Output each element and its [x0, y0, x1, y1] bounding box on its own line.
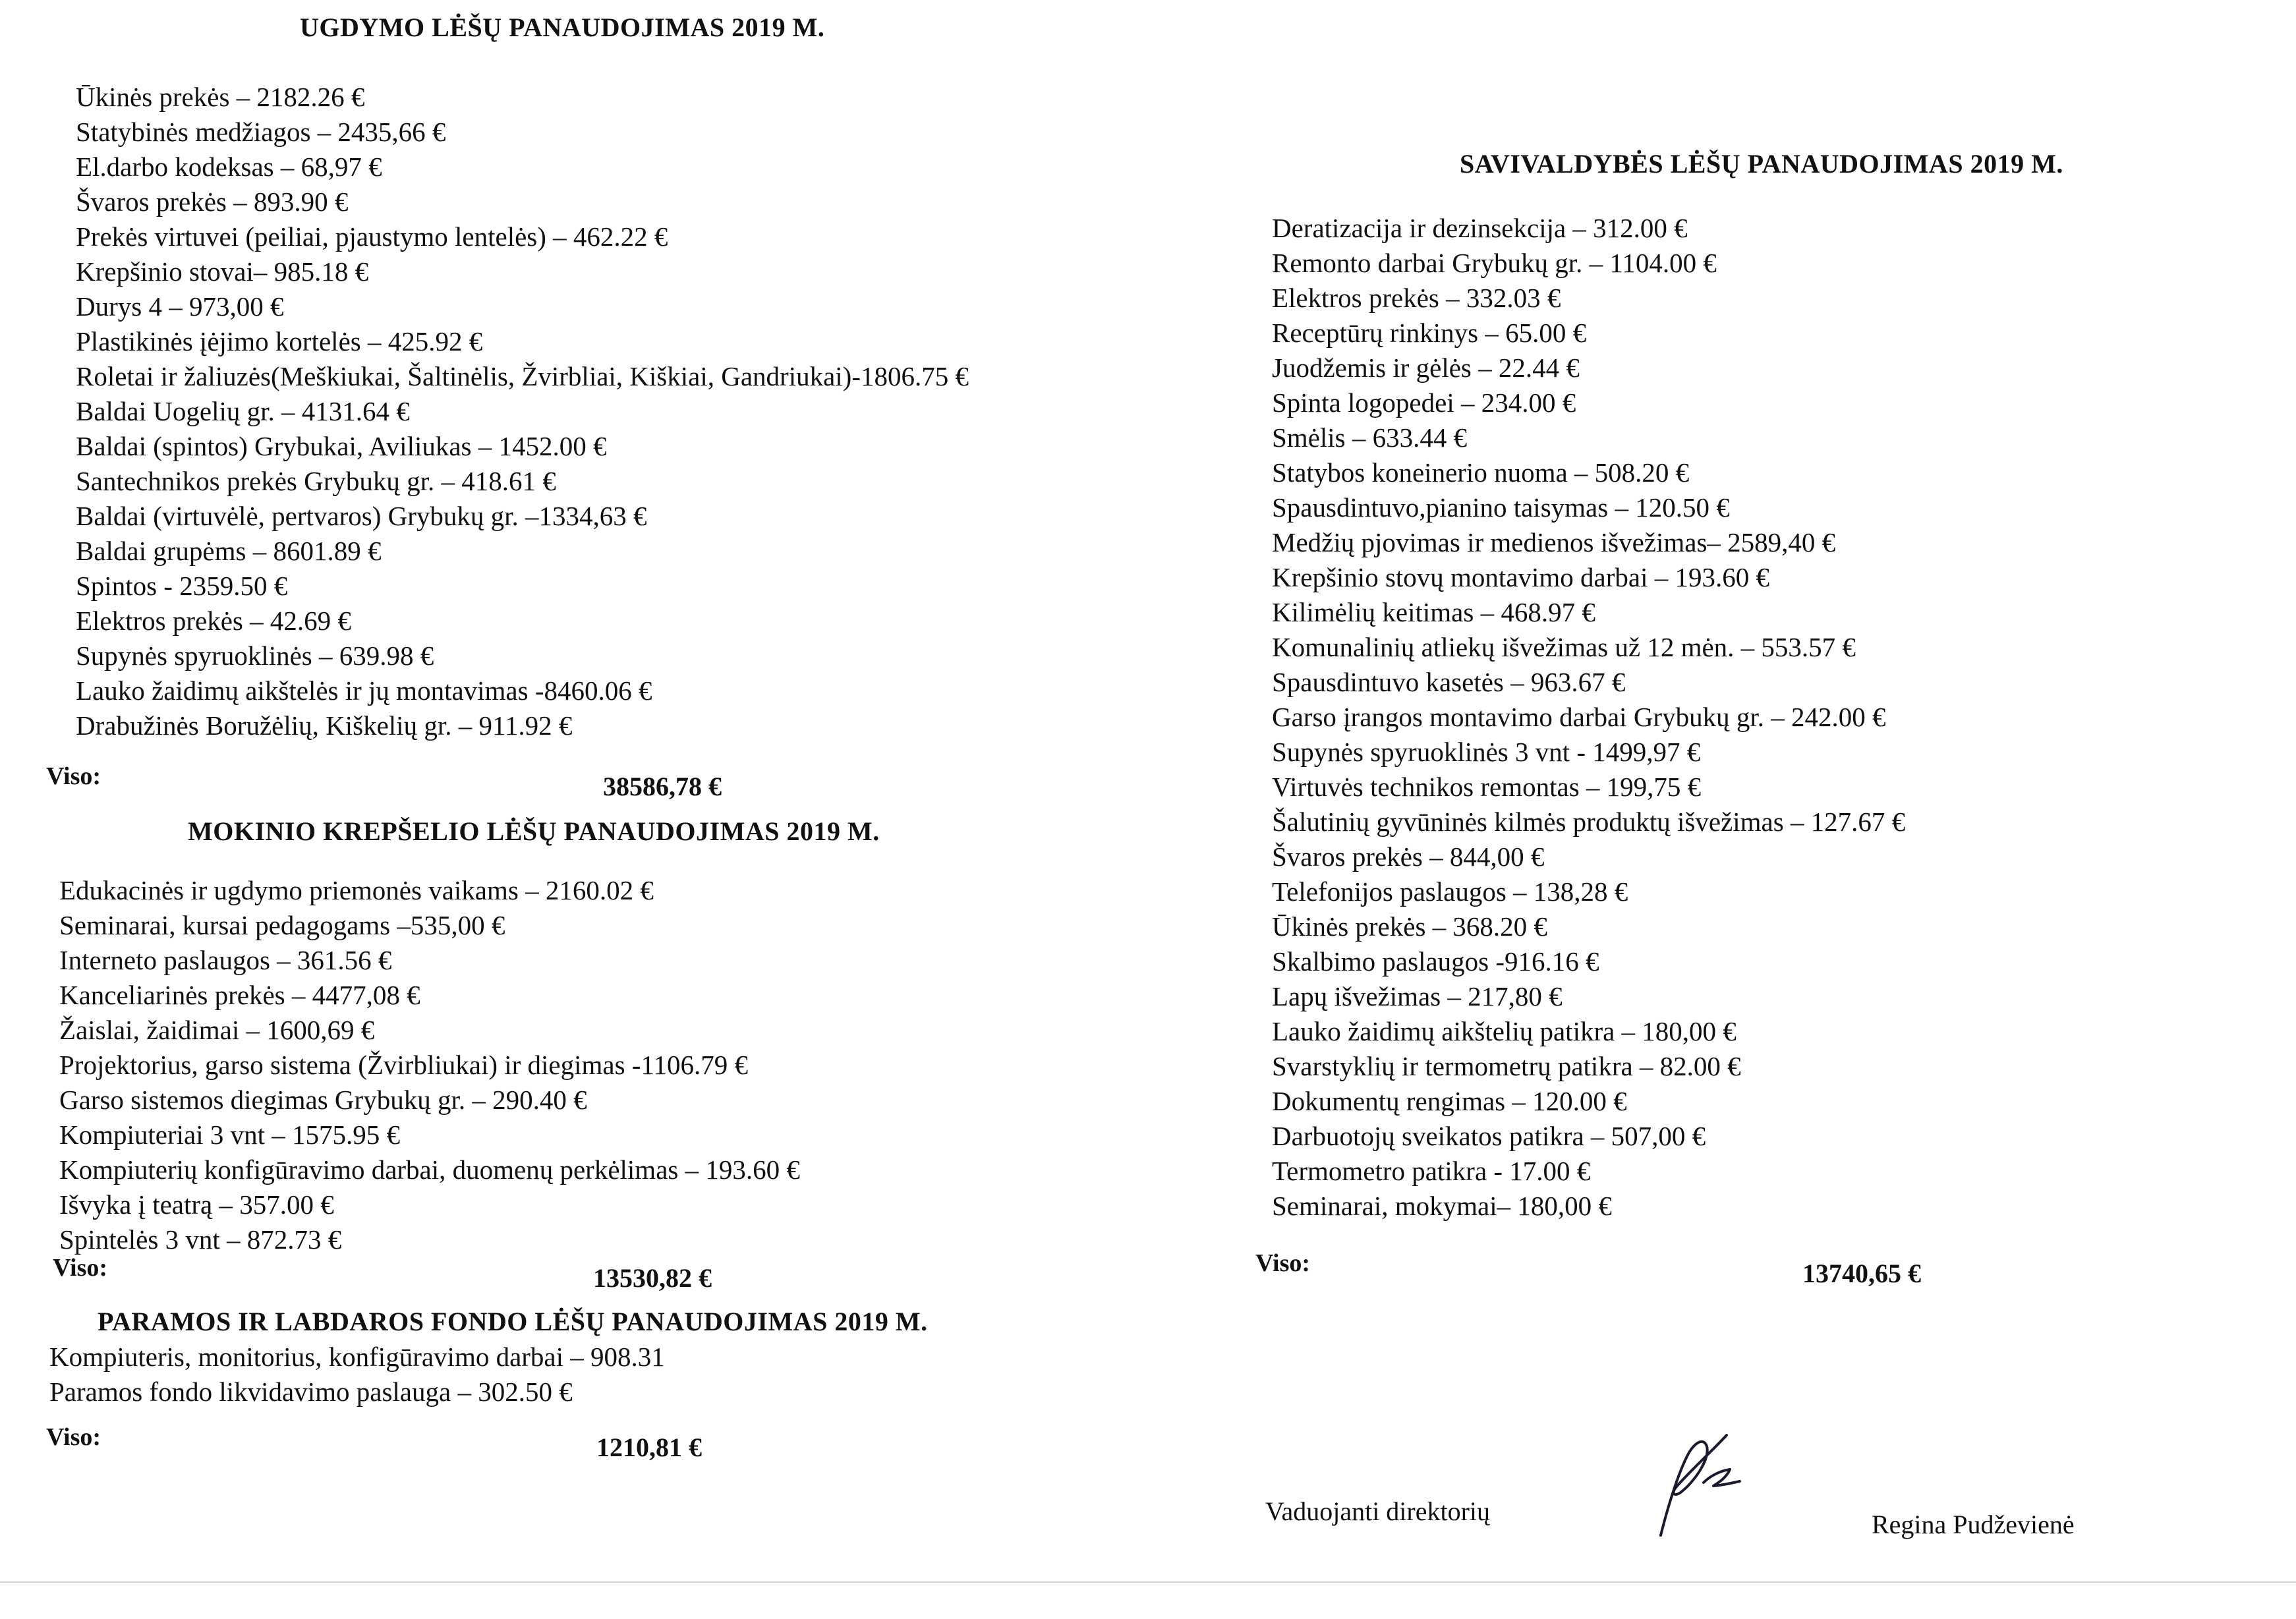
expense-item: Juodžemis ir gėlės – 22.44 €: [1272, 353, 1580, 383]
expense-item: Spinta logopedei – 234.00 €: [1272, 387, 1576, 418]
expense-item: Edukacinės ir ugdymo priemonės vaikams – 2160.02 €: [59, 875, 654, 905]
expense-item: Baldai (virtuvėlė, pertvaros) Grybukų gr. –1334,63 €: [76, 501, 647, 531]
krepselis-section: [46, 816, 1101, 1293]
section-title: SAVIVALDYBĖS LĖŠŲ PANAUDOJIMAS 2019 M.: [1460, 149, 2063, 179]
item-list: [76, 80, 1101, 743]
total-row: [46, 1253, 1101, 1293]
expense-item: Ūkinės prekės – 368.20 €: [1272, 911, 1547, 942]
expense-item: Lauko žaidimų aikštelių patikra – 180,00 €: [1272, 1016, 1736, 1046]
expense-item: Telefonijos paslaugos – 138,28 €: [1272, 876, 1628, 907]
expense-item: Krepšinio stovai– 985.18 €: [76, 256, 369, 287]
handwritten-signature: [1641, 1430, 1760, 1542]
expense-item: Santechnikos prekės Grybukų gr. – 418.61 €: [76, 466, 556, 496]
expense-item: Roletai ir žaliuzės(Meškiukai, Šaltinėlis, Žvirbliai, Kiškiai, Gandriukai)-1806.75 €: [76, 361, 969, 391]
right-column: [1255, 148, 2257, 1288]
expense-item: Kanceliarinės prekės – 4477,08 €: [59, 980, 420, 1010]
ugdymo-section: [46, 12, 1101, 801]
total-value: 13530,82 €: [593, 1263, 712, 1293]
expense-item: Ūkinės prekės – 2182.26 €: [76, 82, 365, 112]
expense-item: Seminarai, mokymai– 180,00 €: [1272, 1191, 1612, 1221]
savivaldybe-section: [1255, 148, 2257, 1288]
expense-item: Statybinės medžiagos – 2435,66 €: [76, 117, 446, 147]
expense-item: Supynės spyruoklinės 3 vnt - 1499,97 €: [1272, 737, 1701, 767]
expense-item: Kompiuteris, monitorius, konfigūravimo darbai – 908.31: [49, 1342, 665, 1372]
total-row: [1255, 1249, 2257, 1288]
expense-item: Garso sistemos diegimas Grybukų gr. – 290.40 €: [59, 1085, 587, 1115]
expense-item: Komunalinių atliekų išvežimas už 12 mėn. – 553.57 €: [1272, 632, 1856, 662]
expense-item: Baldai grupėms – 8601.89 €: [76, 536, 382, 566]
expense-item: Lapų išvežimas – 217,80 €: [1272, 981, 1563, 1011]
expense-item: Šalutinių gyvūninės kilmės produktų išvežimas – 127.67 €: [1272, 807, 1906, 837]
expense-item: Švaros prekės – 893.90 €: [76, 186, 349, 217]
expense-item: Supynės spyruoklinės – 639.98 €: [76, 640, 434, 671]
expense-item: Krepšinio stovų montavimo darbai – 193.60 €: [1272, 562, 1769, 592]
expense-item: Baldai (spintos) Grybukai, Aviliukas – 1452.00 €: [76, 431, 607, 461]
section-title: PARAMOS IR LABDAROS FONDO LĖŠŲ PANAUDOJIMAS 2019 M.: [98, 1307, 928, 1336]
expense-item: Elektros prekės – 42.69 €: [76, 606, 351, 636]
expense-item: Baldai Uogelių gr. – 4131.64 €: [76, 396, 410, 426]
expense-item: Drabužinės Boružėlių, Kiškelių gr. – 911.92 €: [76, 710, 573, 741]
total-label: Viso:: [1255, 1249, 1311, 1277]
expense-item: Elektros prekės – 332.03 €: [1272, 283, 1561, 313]
expense-item: Kompiuteriai 3 vnt – 1575.95 €: [59, 1120, 401, 1150]
expense-item: Svarstyklių ir termometrų patikra – 82.00 €: [1272, 1051, 1741, 1081]
expense-item: Plastikinės įėjimo kortelės – 425.92 €: [76, 326, 483, 356]
total-row: [46, 1423, 1101, 1462]
parama-section: [46, 1306, 1101, 1462]
left-column: [46, 12, 1101, 1462]
expense-item: Remonto darbai Grybukų gr. – 1104.00 €: [1272, 248, 1717, 278]
expense-item: Spausdintuvo,pianino taisymas – 120.50 €: [1272, 492, 1730, 523]
expense-item: Medžių pjovimas ir medienos išvežimas– 2589,40 €: [1272, 527, 1836, 557]
total-label: Viso:: [46, 1423, 101, 1451]
expense-item: El.darbo kodeksas – 68,97 €: [76, 152, 382, 182]
signatory-title: Vaduojanti direktorių: [1265, 1496, 1491, 1526]
total-label: Viso:: [46, 762, 101, 790]
expense-item: Švaros prekės – 844,00 €: [1272, 841, 1545, 872]
expense-item: Spintelės 3 vnt – 872.73 €: [59, 1224, 342, 1255]
item-list: [1272, 211, 2257, 1224]
expense-item: Spintos - 2359.50 €: [76, 571, 288, 601]
item-list: [49, 1340, 1101, 1409]
item-list: [59, 873, 1101, 1257]
expense-item: Lauko žaidimų aikštelės ir jų montavimas -8460.06 €: [76, 675, 652, 706]
expense-item: Paramos fondo likvidavimo paslauga – 302.50 €: [49, 1377, 573, 1407]
total-label: Viso:: [53, 1254, 108, 1282]
expense-item: Kompiuterių konfigūravimo darbai, duomenų perkėlimas – 193.60 €: [59, 1154, 800, 1185]
section-title: UGDYMO LĖŠŲ PANAUDOJIMAS 2019 M.: [300, 13, 825, 42]
total-value: 1210,81 €: [596, 1433, 702, 1462]
expense-item: Termometro patikra - 17.00 €: [1272, 1156, 1591, 1186]
expense-item: Virtuvės technikos remontas – 199,75 €: [1272, 772, 1702, 802]
expense-item: Projektorius, garso sistema (Žvirbliukai) ir diegimas -1106.79 €: [59, 1050, 748, 1080]
expense-item: Kilimėlių keitimas – 468.97 €: [1272, 597, 1595, 627]
expense-item: Dokumentų rengimas – 120.00 €: [1272, 1086, 1627, 1116]
expense-item: Išvyka į teatrą – 357.00 €: [59, 1189, 334, 1220]
expense-item: Deratizacija ir dezinsekcija – 312.00 €: [1272, 213, 1688, 243]
expense-item: Žaislai, žaidimai – 1600,69 €: [59, 1015, 375, 1045]
expense-item: Receptūrų rinkinys – 65.00 €: [1272, 318, 1587, 348]
total-row: [46, 762, 1101, 801]
expense-item: Seminarai, kursai pedagogams –535,00 €: [59, 910, 505, 940]
expense-item: Statybos koneinerio nuoma – 508.20 €: [1272, 457, 1690, 488]
signatory-name: Regina Pudževienė: [1872, 1510, 2075, 1539]
expense-item: Garso įrangos montavimo darbai Grybukų gr. – 242.00 €: [1272, 702, 1886, 732]
expense-item: Interneto paslaugos – 361.56 €: [59, 945, 392, 975]
expense-item: Darbuotojų sveikatos patikra – 507,00 €: [1272, 1121, 1706, 1151]
total-value: 13740,65 €: [1802, 1259, 1921, 1288]
scan-edge-line: [0, 1581, 2296, 1583]
expense-item: Prekės virtuvei (peiliai, pjaustymo lentelės) – 462.22 €: [76, 221, 668, 252]
total-value: 38586,78 €: [603, 772, 722, 801]
expense-item: Skalbimo paslaugos -916.16 €: [1272, 946, 1599, 977]
expense-item: Smėlis – 633.44 €: [1272, 422, 1468, 453]
expense-item: Durys 4 – 973,00 €: [76, 291, 284, 322]
expense-item: Spausdintuvo kasetės – 963.67 €: [1272, 667, 1626, 697]
section-title: MOKINIO KREPŠELIO LĖŠŲ PANAUDOJIMAS 2019 M.: [188, 816, 880, 846]
